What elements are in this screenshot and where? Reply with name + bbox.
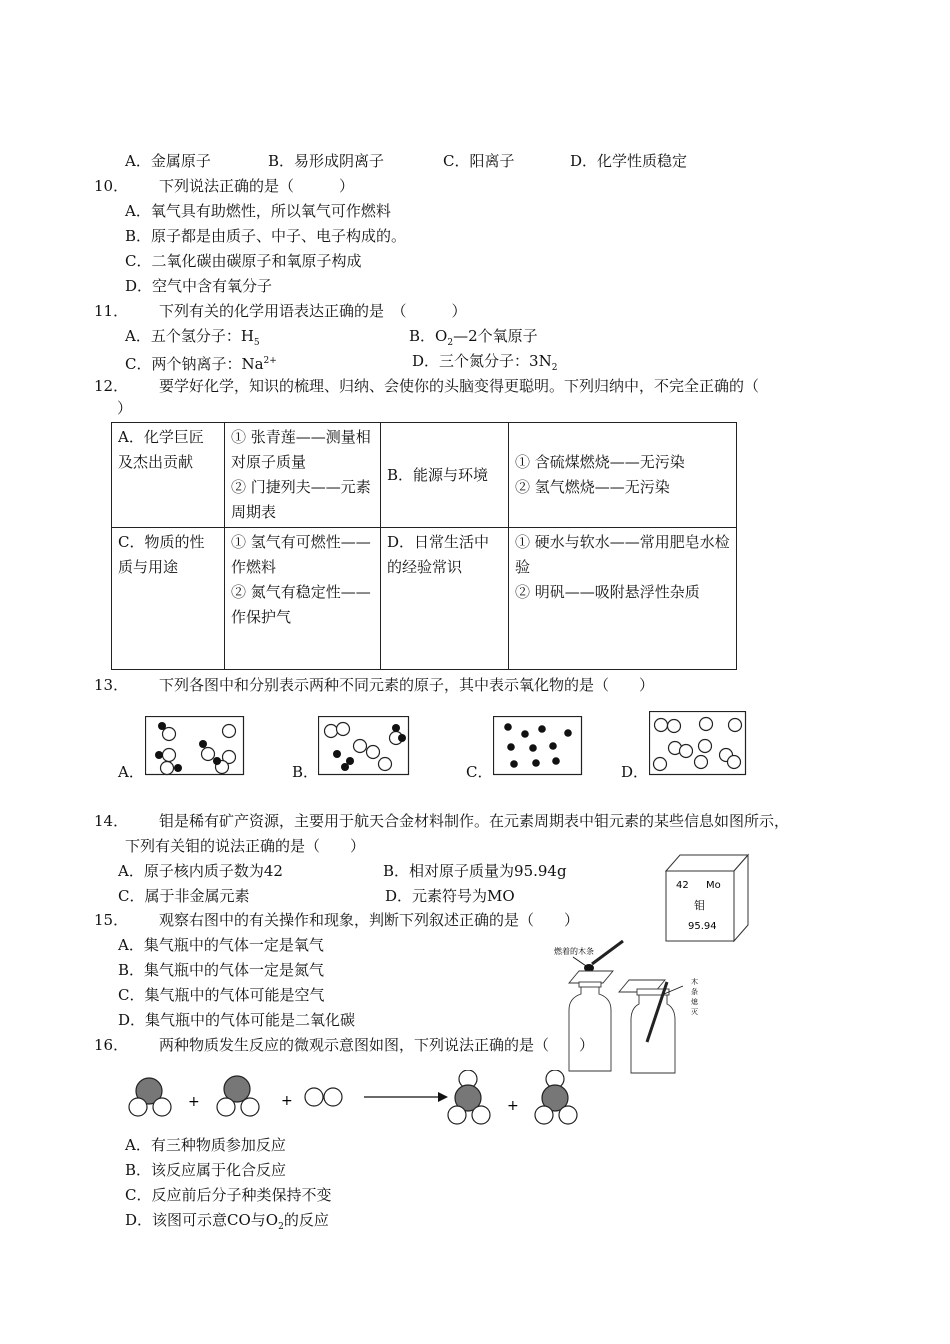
q14-option-a: A．原子核内质子数为42 xyxy=(118,862,283,880)
burning-stick-label: 燃着的木条 xyxy=(554,947,594,956)
q12-cell-c-body: ① 氢气有可燃性——作燃料 ② 氮气有稳定性——作保护气 xyxy=(225,528,381,670)
q12-table xyxy=(111,422,737,670)
q10-option-c: C．二氧化碳由碳原子和氧原子构成 xyxy=(125,252,362,270)
q16-option-c: C．反应前后分子种类保持不变 xyxy=(125,1186,332,1204)
q13-figure-c xyxy=(493,716,583,776)
q13-number: 13． xyxy=(94,676,129,694)
cube-mass: 95.94 xyxy=(688,921,717,932)
q14-number: 14． xyxy=(94,812,129,830)
q12-cell-c-head: C．物质的性质与用途 xyxy=(112,528,225,670)
q11-option-b: B．$O_2—2$个氧原子 xyxy=(409,327,538,348)
q9-option-d: D．化学性质稳定 xyxy=(570,152,688,170)
q9-option-a: A．金属原子 xyxy=(125,152,211,170)
stick-out-label-4: 灭 xyxy=(691,1008,698,1016)
q12-cell-d-head: D．日常生活中的经验常识 xyxy=(381,528,509,670)
q12-stem-end: ） xyxy=(117,399,133,417)
molybdenum-element-cube xyxy=(660,851,752,943)
stick-out-label-1: 木 xyxy=(691,978,698,986)
q14-option-d: D．元素符号为MO xyxy=(385,887,515,905)
q15-option-a: A．集气瓶中的气体一定是氧气 xyxy=(118,936,324,954)
q13-figure-b xyxy=(318,716,410,776)
q13-label-c: C． xyxy=(466,763,493,781)
q12-cell-a-head: A．化学巨匠及杰出贡献 xyxy=(112,423,225,528)
q10-number: 10． xyxy=(94,177,129,195)
gas-bottle-figure xyxy=(553,938,713,1078)
q12-cell-a-body: ① 张青莲——测量相对原子质量 ② 门捷列夫——元素周期表 xyxy=(225,423,381,528)
q13-label-b: B． xyxy=(292,763,319,781)
cube-symbol: Mo xyxy=(706,880,721,891)
q11-option-a: A．五个氢分子：$H_5$ xyxy=(125,327,260,348)
q16-option-d: D．该图可示意CO与$O_2$的反应 xyxy=(125,1211,329,1232)
cube-atomic-number: 42 xyxy=(676,880,689,891)
q15-option-c: C．集气瓶中的气体可能是空气 xyxy=(118,986,325,1004)
q10-stem: 下列说法正确的是（ ） xyxy=(159,177,355,195)
q13-label-a: A． xyxy=(118,763,144,781)
q16-number: 16． xyxy=(94,1036,129,1054)
q11-stem: 下列有关的化学用语表达正确的是 （ ） xyxy=(159,302,467,320)
q16-option-b: B．该反应属于化合反应 xyxy=(125,1161,287,1179)
q12-number: 12． xyxy=(94,377,129,395)
q14-option-b: B．相对原子质量为95.94g xyxy=(383,862,567,880)
q10-option-a: A．氧气具有助燃性，所以氧气可作燃料 xyxy=(125,202,391,220)
plus-sign-1: + xyxy=(188,1094,200,1110)
q15-option-b: B．集气瓶中的气体一定是氮气 xyxy=(118,961,325,979)
reaction-diagram xyxy=(120,1070,590,1128)
q14-stem-2: 下列有关钼的说法正确的是（ ） xyxy=(125,837,366,855)
q11-number: 11． xyxy=(94,302,129,320)
q9-option-b: B．易形成阴离子 xyxy=(268,152,385,170)
q11-option-d: D．三个氮分子：$3N_2$ xyxy=(412,352,558,373)
q11-option-c: C．两个钠离子：$Na^{2+}$ xyxy=(125,355,277,373)
q12-stem: 要学好化学，知识的梳理、归纳、会使你的头脑变得更聪明。下列归纳中，不完全正确的（ xyxy=(159,377,760,395)
q13-stem: 下列各图中和分别表示两种不同元素的原子，其中表示氧化物的是（ ） xyxy=(159,676,655,694)
q16-stem: 两种物质发生反应的微观示意图如图，下列说法正确的是（ ） xyxy=(159,1036,595,1054)
q13-figure-a xyxy=(145,716,245,776)
q9-option-c: C．阳离子 xyxy=(443,152,515,170)
q15-stem: 观察右图中的有关操作和现象，判断下列叙述正确的是（ ） xyxy=(159,911,580,929)
cube-name: 钼 xyxy=(694,899,705,912)
plus-sign-3: + xyxy=(507,1098,519,1114)
q15-number: 15． xyxy=(94,911,129,929)
q14-option-c: C．属于非金属元素 xyxy=(118,887,250,905)
q13-figure-d xyxy=(649,711,747,776)
stick-out-label-2: 条 xyxy=(691,988,698,996)
q13-label-d: D． xyxy=(621,763,649,781)
q12-cell-b-body: ① 含硫煤燃烧——无污染 ② 氢气燃烧——无污染 xyxy=(509,423,737,528)
q10-option-b: B．原子都是由质子、中子、电子构成的。 xyxy=(125,227,407,245)
q15-option-d: D．集气瓶中的气体可能是二氧化碳 xyxy=(118,1011,356,1029)
q12-cell-b-head: B．能源与环境 xyxy=(381,423,509,528)
q16-option-a: A．有三种物质参加反应 xyxy=(125,1136,286,1154)
stick-out-label-3: 熄 xyxy=(691,998,698,1006)
plus-sign-2: + xyxy=(281,1093,293,1109)
q12-cell-d-body: ① 硬水与软水——常用肥皂水检验 ② 明矾——吸附悬浮性杂质 xyxy=(509,528,737,670)
q10-option-d: D．空气中含有氧分子 xyxy=(125,277,273,295)
q14-stem: 钼是稀有矿产资源，主要用于航天合金材料制作。在元素周期表中钼元素的某些信息如图所示， xyxy=(159,812,790,830)
